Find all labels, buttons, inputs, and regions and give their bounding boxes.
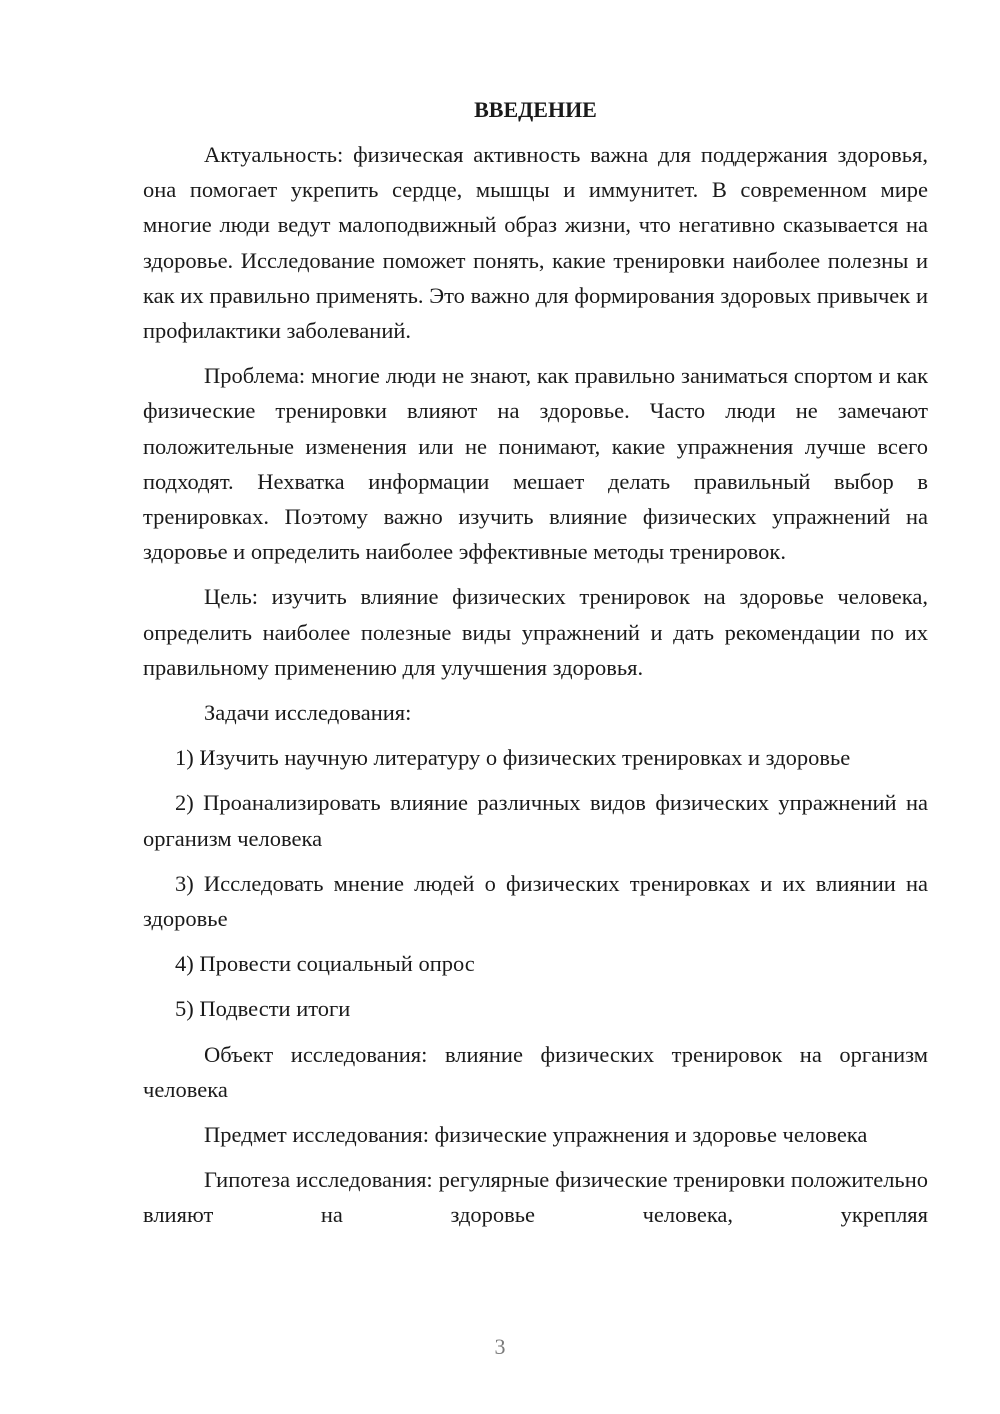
tasks-heading: Задачи исследования: [204, 700, 412, 726]
task-item-2: 2) Проанализировать влияние различных видов физических упражнений на организм человека [143, 790, 928, 851]
task-item-5: 5) Подвести итоги [175, 996, 351, 1022]
task-item-4: 4) Провести социальный опрос [175, 951, 475, 977]
task-item-1: 1) Изучить научную литературу о физических тренировках и здоровье [175, 745, 851, 771]
subject-paragraph: Предмет исследования: физические упражнения и здоровье человека [204, 1122, 868, 1148]
relevance-paragraph: Актуальность: физическая активность важна для поддержания здоровья, она помогает укрепить сердце, мышцы и иммунитет. В современном мире многие люди ведут малоподвижный образ жизни, что негативно сказывается на здоровье. Исследование поможет понять, какие тренировки наиболее полезны и как их правильно применять. Это важно для формирования здоровых привычек и профилактики заболеваний. [143, 142, 928, 344]
document-page [143, 92, 928, 1243]
task-item-3: 3) Исследовать мнение людей о физических тренировках и их влиянии на здоровье [143, 870, 928, 932]
problem-paragraph: Проблема: многие люди не знают, как правильно заниматься спортом и как физические тренировки влияют на здоровье. Часто люди не замечают положительные изменения или не понимают, какие упражнения лучше всего подходят. Нехватка информации мешает делать правильный выбор в тренировках. Поэтому важно изучить влияние физических упражнений на здоровье и определить наиболее эффективные методы тренировок. [143, 363, 928, 565]
hypothesis-paragraph: Гипотеза исследования: регулярные физические тренировки положительно влияют на здоровье человека, укрепляя [143, 1167, 928, 1228]
section-title: ВВЕДЕНИЕ [474, 97, 597, 122]
object-paragraph: Объект исследования: влияние физических тренировок на организм человека [143, 1041, 928, 1102]
goal-paragraph: Цель: изучить влияние физических тренировок на здоровье человека, определить наиболее полезные виды упражнений и дать рекомендации по их правильному применению для улучшения здоровья. [143, 584, 928, 680]
page-number: 3 [494, 1334, 506, 1359]
